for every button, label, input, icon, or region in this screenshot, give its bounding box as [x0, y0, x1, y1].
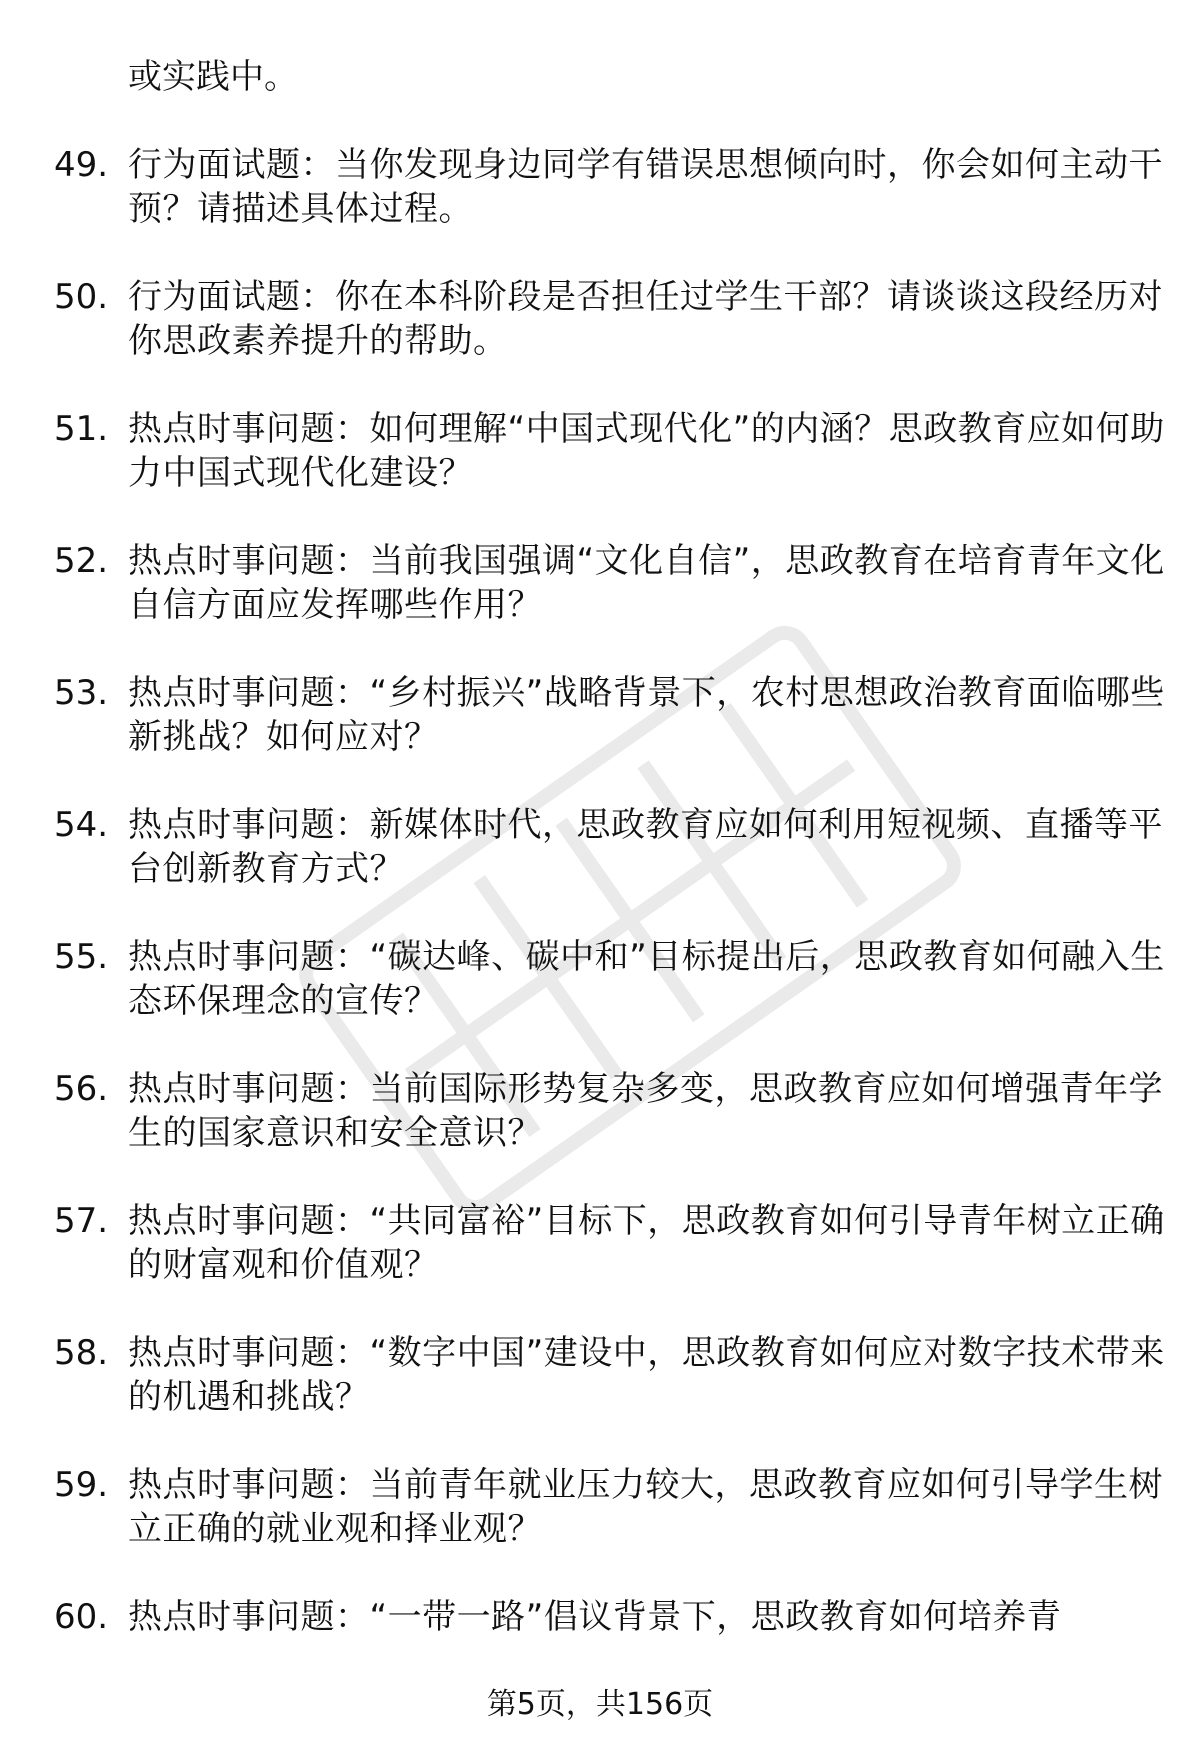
- item-text: 热点时事问题：“数字中国”建设中，思政教育如何应对数字技术带来的机遇和挑战？: [128, 1333, 1165, 1417]
- item-number: 60.: [54, 1597, 109, 1637]
- list-item: [54, 935, 1165, 1023]
- item-text: 热点时事问题：“乡村振兴”战略背景下，农村思想政治教育面临哪些新挑战？如何应对？: [128, 673, 1165, 757]
- list-item: [54, 671, 1165, 759]
- item-number: 50.: [54, 277, 109, 317]
- item-number: 53.: [54, 673, 109, 713]
- list-item: [54, 539, 1165, 627]
- item-text: 行为面试题：当你发现身边同学有错误思想倾向时，你会如何主动干预？请描述具体过程。: [128, 145, 1163, 229]
- list-item: [54, 1463, 1163, 1551]
- item-text: 热点时事问题：“碳达峰、碳中和”目标提出后，思政教育如何融入生态环保理念的宣传？: [128, 937, 1165, 1021]
- item-number: 58.: [54, 1333, 109, 1373]
- list-item: [54, 1199, 1165, 1287]
- item-number: 59.: [54, 1465, 109, 1505]
- continuation-text: 或实践中。: [128, 57, 298, 97]
- list-item: [54, 1595, 1144, 1639]
- item-text: 热点时事问题：当前青年就业压力较大，思政教育应如何引导学生树立正确的就业观和择业观？: [128, 1465, 1163, 1549]
- item-text: 热点时事问题：“一带一路”倡议背景下，思政教育如何培养青: [128, 1597, 1062, 1637]
- item-text: 热点时事问题：“共同富裕”目标下，思政教育如何引导青年树立正确的财富观和价值观？: [128, 1201, 1165, 1285]
- item-text: 热点时事问题：当前国际形势复杂多变，思政教育应如何增强青年学生的国家意识和安全意识？: [128, 1069, 1163, 1153]
- item-text: 热点时事问题：如何理解“中国式现代化”的内涵？思政教育应如何助力中国式现代化建设？: [128, 409, 1165, 493]
- item-number: 49.: [54, 145, 109, 185]
- item-text: 热点时事问题：新媒体时代，思政教育应如何利用短视频、直播等平台创新教育方式？: [128, 805, 1163, 889]
- list-item: [54, 275, 1163, 363]
- item-number: 51.: [54, 409, 109, 449]
- item-number: 57.: [54, 1201, 109, 1241]
- question-list: [54, 55, 1165, 1639]
- item-number: 56.: [54, 1069, 109, 1109]
- item-number: 54.: [54, 805, 109, 845]
- item-number: 55.: [54, 937, 109, 977]
- page-footer: 第5页，共156页: [486, 1687, 714, 1722]
- item-text: 行为面试题：你在本科阶段是否担任过学生干部？请谈谈这段经历对你思政素养提升的帮助。: [128, 277, 1163, 361]
- item-number: 52.: [54, 541, 109, 581]
- list-item: [54, 803, 1163, 891]
- list-item: [54, 1067, 1163, 1155]
- list-item: [54, 407, 1165, 495]
- item-text: 热点时事问题：当前我国强调“文化自信”，思政教育在培育青年文化自信方面应发挥哪些作用？: [128, 541, 1165, 625]
- list-item: [54, 1331, 1165, 1419]
- list-item: [54, 143, 1163, 231]
